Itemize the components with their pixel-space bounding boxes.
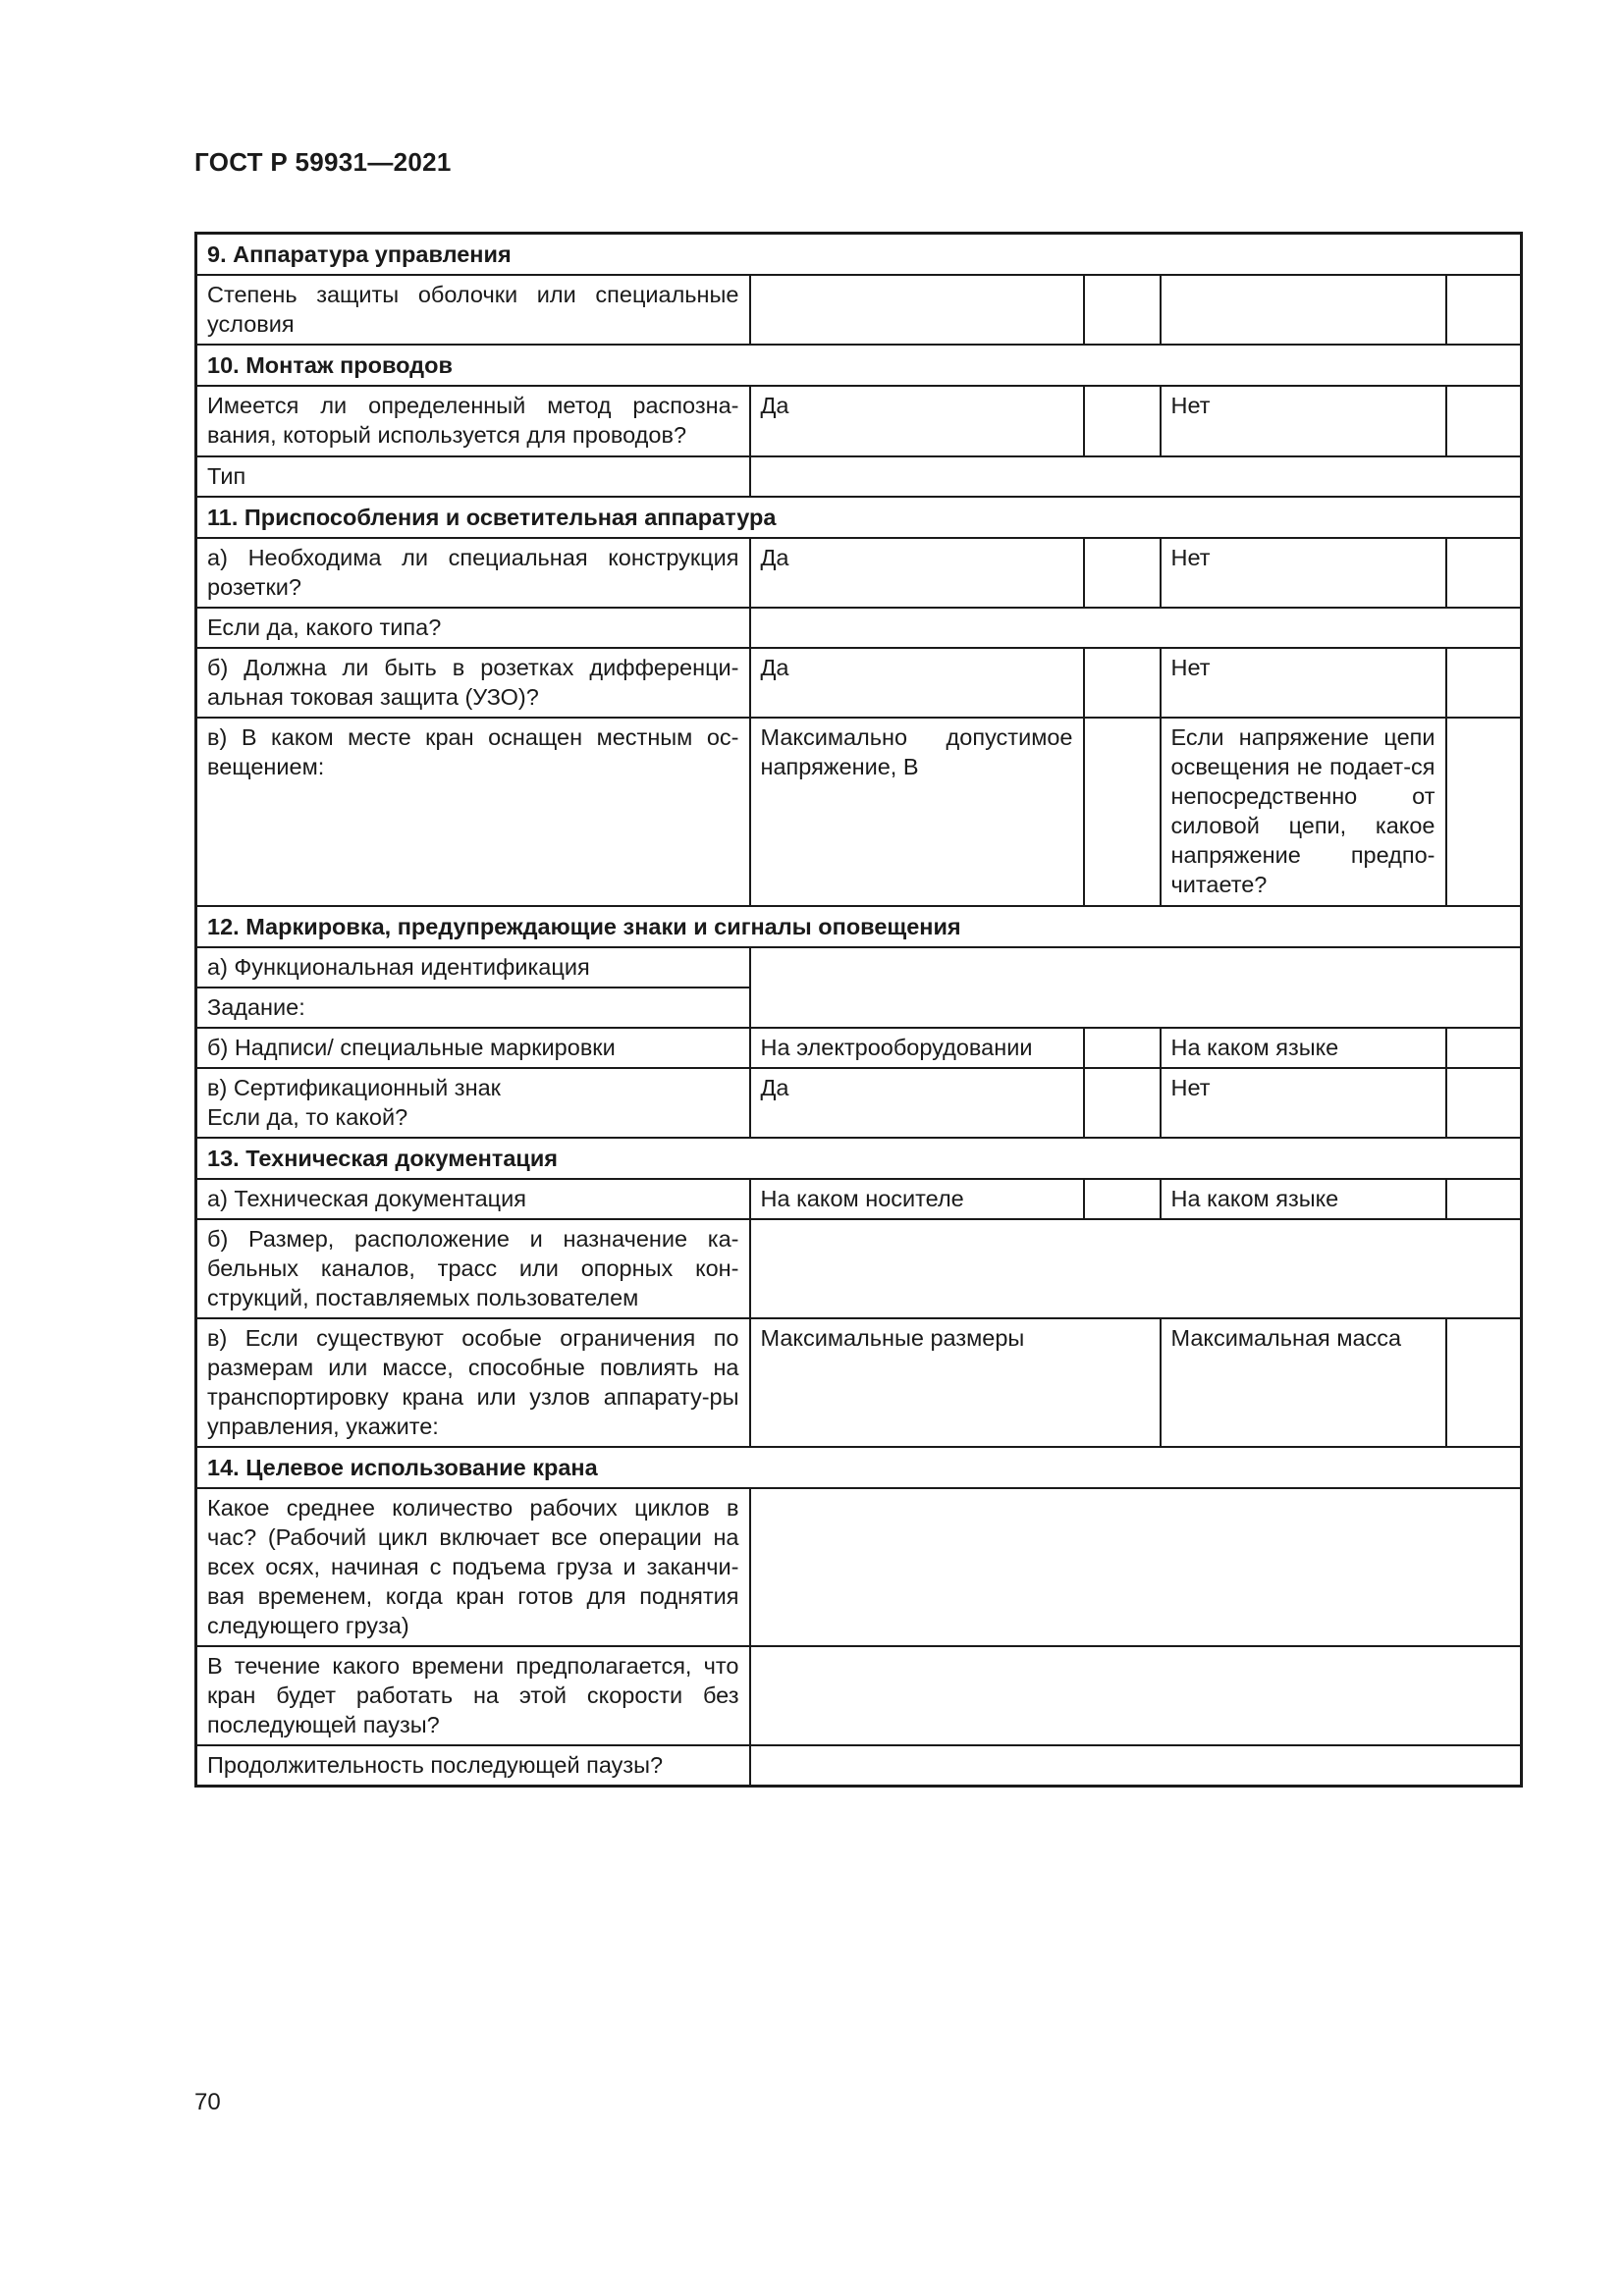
document-header: ГОСТ Р 59931—2021 — [194, 147, 452, 177]
checkbox-no[interactable] — [1446, 386, 1522, 456]
answer-cell[interactable] — [1084, 718, 1161, 906]
page-number: 70 — [194, 2089, 221, 2115]
max-dimensions-label: Максимальные размеры — [750, 1318, 1161, 1447]
checkbox-no[interactable] — [1446, 1068, 1522, 1138]
option-yes-label: Да — [750, 1068, 1084, 1138]
checkbox-yes[interactable] — [1084, 1068, 1161, 1138]
max-voltage-label: Максимально допустимое напряжение, В — [750, 718, 1084, 906]
checkbox-cell[interactable] — [1446, 1028, 1522, 1068]
checkbox-yes[interactable] — [1084, 648, 1161, 718]
option-no-label: Нет — [1161, 1068, 1446, 1138]
answer-cell[interactable] — [1446, 1318, 1522, 1447]
section-title-12: 12. Маркировка, предупреждающие знаки и сигналы оповещения — [196, 906, 1522, 947]
option-yes-label: Да — [750, 386, 1084, 456]
answer-cell[interactable] — [750, 1745, 1522, 1787]
question-rcd-protection: б) Должна ли быть в розетках дифференци-альная токовая защита (УЗО)? — [196, 648, 750, 718]
question-type: Тип — [196, 456, 750, 497]
option-yes-label: Да — [750, 648, 1084, 718]
max-mass-label: Максимальная масса — [1161, 1318, 1446, 1447]
answer-cell[interactable] — [750, 1488, 1522, 1646]
question-pause-duration: Продолжительность последующей паузы? — [196, 1745, 750, 1787]
option-no-label: Нет — [1161, 538, 1446, 608]
question-inscriptions: б) Надписи/ специальные маркировки — [196, 1028, 750, 1068]
on-equipment-label: На электрооборудовании — [750, 1028, 1084, 1068]
checkbox-cell[interactable] — [1084, 1028, 1161, 1068]
checkbox-no[interactable] — [1446, 538, 1522, 608]
question-technical-docs: а) Техническая документация — [196, 1179, 750, 1219]
question-transport-limits: в) Если существуют особые ограничения по размерам или массе, способные повлиять на транспортировку крана или узлов аппарату-ры управления, укажите: — [196, 1318, 750, 1447]
section-title-13: 13. Техническая документация — [196, 1138, 1522, 1179]
question-operating-duration: В течение какого времени предполагается, что кран будет работать на этой скорости без последующей паузы? — [196, 1646, 750, 1745]
option-no-label: Нет — [1161, 648, 1446, 718]
question-socket-design: а) Необходима ли специальная конструкция розетки? — [196, 538, 750, 608]
question-cable-channels: б) Размер, расположение и назначение ка-бельных каналов, трасс или опорных кон-струкций, поставляемых пользователем — [196, 1219, 750, 1318]
checkbox-cell[interactable] — [1084, 275, 1161, 345]
answer-cell[interactable] — [750, 275, 1084, 345]
answer-cell[interactable] — [750, 947, 1522, 1028]
language-label: На каком языке — [1161, 1028, 1446, 1068]
section-title-10: 10. Монтаж проводов — [196, 345, 1522, 386]
answer-cell[interactable] — [750, 608, 1522, 648]
question-wire-identification: Имеется ли определенный метод распозна-вания, который используется для проводов? — [196, 386, 750, 456]
lighting-voltage-label: Если напряжение цепи освещения не подает-ся непосредственно от силовой цепи, какое напряжение предпо-читаете? — [1161, 718, 1446, 906]
checkbox-cell[interactable] — [1084, 1179, 1161, 1219]
question-certification-mark: в) Сертификационный знак Если да, то какой? — [196, 1068, 750, 1138]
question-socket-type: Если да, какого типа? — [196, 608, 750, 648]
question-assignment: Задание: — [196, 988, 750, 1028]
media-label: На каком носителе — [750, 1179, 1084, 1219]
checkbox-yes[interactable] — [1084, 386, 1161, 456]
answer-cell[interactable] — [750, 1219, 1522, 1318]
answer-cell[interactable] — [1161, 275, 1446, 345]
checkbox-yes[interactable] — [1084, 538, 1161, 608]
answer-cell[interactable] — [750, 1646, 1522, 1745]
checkbox-no[interactable] — [1446, 648, 1522, 718]
question-local-lighting: в) В каком месте кран оснащен местным ос-вещением: — [196, 718, 750, 906]
answer-cell[interactable] — [750, 456, 1522, 497]
checkbox-cell[interactable] — [1446, 1179, 1522, 1219]
question-functional-id: а) Функциональная идентификация — [196, 947, 750, 988]
answer-cell[interactable] — [1446, 718, 1522, 906]
section-title-9: 9. Аппаратура управления — [196, 234, 1522, 276]
section-title-14: 14. Целевое использование крана — [196, 1447, 1522, 1488]
question-cycles-per-hour: Какое среднее количество рабочих циклов в час? (Рабочий цикл включает все операции на всех осях, начиная с подъема груза и заканчи-вая временем, когда кран готов для поднятия следующего груза) — [196, 1488, 750, 1646]
option-yes-label: Да — [750, 538, 1084, 608]
option-no-label: Нет — [1161, 386, 1446, 456]
question-enclosure-protection: Степень защиты оболочки или специальные условия — [196, 275, 750, 345]
questionnaire-table — [194, 232, 1523, 1788]
section-title-11: 11. Приспособления и осветительная аппаратура — [196, 497, 1522, 538]
checkbox-cell[interactable] — [1446, 275, 1522, 345]
language-label: На каком языке — [1161, 1179, 1446, 1219]
